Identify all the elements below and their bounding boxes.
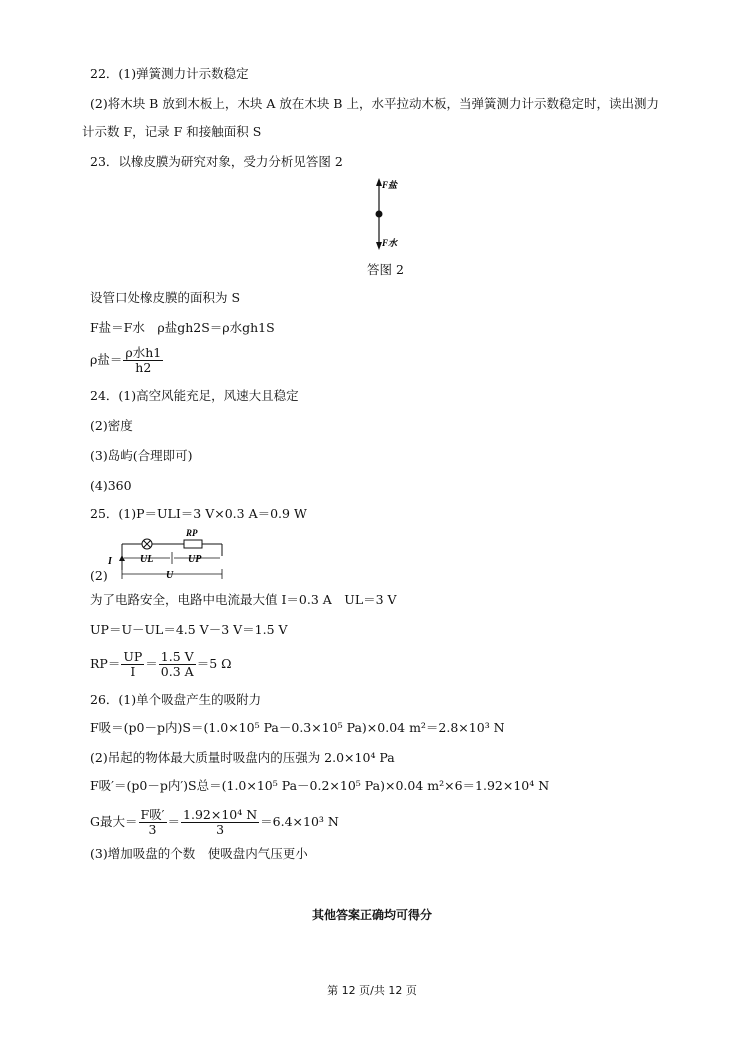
g-right: ＝6.4×10³ N xyxy=(260,814,339,829)
q26-a2: (2)吊起的物体最大质量时吸盘内的压强为 2.0×10⁴ Pa xyxy=(90,750,395,765)
q23-intro: 23．以橡皮膜为研究对象，受力分析见答图 2 xyxy=(90,154,343,169)
q22-part2-line2: 计示数 F，记录 F 和接触面积 S xyxy=(82,124,262,139)
ul-label: UL xyxy=(140,554,154,565)
q22-part1: 22．(1)弹簧测力计示数稳定 xyxy=(90,66,249,81)
g-den1: 3 xyxy=(148,822,157,837)
q26-l3: G最大＝ $\frac{\text{F吸′}}{3}$ ＝ $\frac{\text{1.92×10⁴ N}}{3}$ ＝6.4×10³ N xyxy=(90,807,339,837)
rp-den1: I xyxy=(130,664,136,679)
rheostat-icon xyxy=(184,540,202,548)
q24-a1: 24．(1)高空风能充足，风速大且稳定 xyxy=(90,388,299,403)
q25-a1: 25．(1)P＝ULI＝3 V×0.3 A＝0.9 W xyxy=(90,506,307,521)
g-num1: F吸′ xyxy=(140,807,165,822)
force-diagram xyxy=(365,176,405,252)
u-label: U xyxy=(166,570,174,581)
g-fraction-2 xyxy=(181,808,259,837)
up-label: UP xyxy=(188,554,202,565)
q24-a4: (4)360 xyxy=(90,478,132,493)
q26-a1: 26．(1)单个吸盘产生的吸附力 xyxy=(90,692,262,707)
q24-a3: (3)岛屿(合理即可) xyxy=(90,448,193,463)
g-den2: 3 xyxy=(216,822,225,837)
rp-num2: 1.5 V xyxy=(160,649,194,664)
rp-fraction-2 xyxy=(159,650,196,679)
g-fraction-1 xyxy=(139,808,167,837)
eq2-numerator: ρ水h1 xyxy=(125,345,162,360)
q25-l1: 为了电路安全，电路中电流最大值 I＝0.3 A UL＝3 V xyxy=(90,592,397,607)
g-num2: 1.92×10⁴ N xyxy=(183,807,258,822)
q25-l2: UP＝U－UL＝4.5 V－3 V＝1.5 V xyxy=(90,622,288,637)
q22-part2-line1: (2)将木块 B 放到木板上，木块 A 放在木块 B 上，水平拉动木板，当弹簧测力计示数稳定时，读出测力 xyxy=(90,96,659,111)
rp-label: RP xyxy=(186,528,198,538)
q24-a2: (2)密度 xyxy=(90,418,133,433)
rp-den2: 0.3 A xyxy=(160,664,194,679)
rp-left: RP＝ xyxy=(90,656,121,671)
eq2-fraction xyxy=(123,346,163,375)
q26-a3: (3)增加吸盘的个数 使吸盘内气压更小 xyxy=(90,846,308,861)
rp-num1: UP xyxy=(123,649,143,664)
page-footer: 第 12 页/共 12 页 xyxy=(327,984,417,997)
q23-eq1: F盐＝F水 ρ盐gh2S＝ρ水gh1S xyxy=(90,320,275,335)
rp-fraction-1 xyxy=(121,650,144,679)
rp-right: ＝5 Ω xyxy=(196,656,232,671)
circuit-diagram xyxy=(102,524,232,582)
q25-l3: RP＝ $\frac{UP}{I}$ ＝ $\frac{1.5 V}{0.3 A}$ ＝5 Ω xyxy=(90,649,232,679)
q26-l1: F吸＝(p0－p内)S＝(1.0×10⁵ Pa－0.3×10⁵ Pa)×0.04 m²＝2.8×10³ N xyxy=(90,720,505,735)
g-left: G最大＝ xyxy=(90,814,138,829)
closing-note: 其他答案正确均可得分 xyxy=(311,908,432,922)
eq2-left: ρ盐＝ xyxy=(90,352,123,367)
force-up-label: F盐 xyxy=(382,180,398,190)
q26-l2: F吸′＝(p0－p内′)S总＝(1.0×10⁵ Pa－0.2×10⁵ Pa)×0.04 m²×6＝1.92×10⁴ N xyxy=(90,778,550,793)
q25-part2-label: (2) xyxy=(90,568,108,583)
figure-caption: 答图 2 xyxy=(367,262,404,277)
eq2-denominator: h2 xyxy=(135,360,152,375)
current-label: I xyxy=(108,556,112,567)
q23-eq2 xyxy=(90,346,164,375)
force-down-label: F水 xyxy=(382,238,398,248)
q23-area: 设管口处橡皮膜的面积为 S xyxy=(90,290,241,305)
